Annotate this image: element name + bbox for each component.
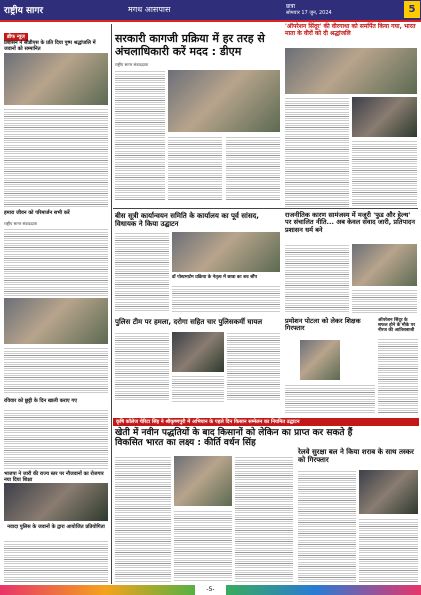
edition-city: छत्रा (286, 3, 296, 10)
sunday-headline: रविवार को छुट्टी के दिन खाली कराए गए (4, 398, 77, 404)
section-rule (113, 208, 418, 209)
right-small-body (378, 338, 418, 414)
column-rule (111, 24, 112, 584)
lead-photo (168, 70, 280, 132)
police-photo (172, 332, 224, 372)
police-body-1 (115, 332, 169, 402)
section-title: मगध आसपास (128, 5, 171, 14)
brief-news-bar: ब्रीफ न्यूज (4, 33, 28, 41)
middle-small-headline: डॉ पोस्टमार्टम प्रक्रिया के नेतृत्व में छात्रा का शव सौंप (172, 275, 258, 280)
farm-body-3 (235, 456, 293, 582)
right-small-headline: ऑपरेशन सिंदूर के सफल होने के मौके पर नीरज की आतिशबाजी (378, 318, 416, 334)
top-right-body-2 (352, 140, 417, 207)
left-bottom-headline: नवादा पुलिस के जवानों के द्वारा आयोजित प्रतियोगिता (7, 524, 105, 530)
lead-body-2 (168, 136, 222, 200)
footer-page-number: -5- (195, 585, 226, 595)
sunday-body (4, 409, 108, 469)
masthead (0, 0, 421, 22)
right-mid-photo (352, 244, 417, 286)
mid-photo (172, 232, 280, 272)
pm-body (285, 384, 375, 414)
left-lower-photo (4, 483, 108, 521)
right-mid-headline: राजनीतिक कारण सामंजस्य में मजूरी 'फुड और हेल्थ' पर संचालित नीति... अब केवल संवाद जारी, प्रतिपादन प्रशासन धर्म बने (285, 211, 415, 234)
mid-body-1 (115, 232, 169, 312)
left-mid-headline: हमारा जीवन को परिमार्जन सभी करें (4, 210, 70, 216)
left-mid-body (4, 228, 108, 296)
pm-photo (300, 340, 340, 380)
left-top-body (4, 108, 108, 208)
left-top-photo (4, 53, 108, 105)
lead-headline: सरकारी कागजी प्रक्रिया में हर तरह से अंचलाधिकारी करें मदद : डीएम (115, 32, 265, 58)
top-right-photo-2 (352, 97, 417, 137)
top-right-headline: 'ऑपरेशन सिंदूर' की वीरगाथा को समर्पित किया गया, भारत माता के वीरों को दी श्रद्धांजलि (285, 23, 416, 37)
farm-body-1 (115, 456, 171, 582)
lead-byline: राष्ट्रीय सागर संवाददाता (115, 62, 149, 67)
edition-date: सोमवार 17 जुन, 2024 (286, 10, 332, 16)
top-right-photo (285, 48, 417, 94)
page-number: 5 (404, 1, 420, 18)
farm-photo-1 (174, 456, 232, 506)
left-top-headline: प्रशासन ने सीडीएस के प्रति दिया पुष्प श्रद्धांजलि में जवानों को सम्मानित (4, 40, 96, 52)
left-mid-byline: राष्ट्रीय सागर संवाददाता (4, 221, 38, 226)
farm-body-2 (174, 510, 232, 582)
rail-body-2 (359, 518, 418, 582)
mid-body-2 (172, 285, 280, 313)
police-headline: पुलिस टीम पर हमला, दरोगा सहित चार पुलिसकर्मी घायल (115, 318, 263, 326)
lead-body-1 (115, 70, 165, 200)
left-lower-headline: भाजपा ने जारी की राज्य स्तर पर नौजवानों का रोजगार नया दिया शिक्षा (4, 471, 104, 483)
pm-headline: प्रमोशन पोटला को लेकर शिक्षक गिरफ्तार (285, 317, 361, 333)
farm-bar: कृषि कॉलेज चेरिटा सिंह ने श्रीकृष्णपुरी में अभियान के पहले दिन किसान सम्मेलन का नियमित उद्घाटन (113, 418, 419, 426)
right-mid-body-1 (285, 244, 349, 314)
police-body-2 (172, 375, 224, 402)
mid-headline: बीस सूत्री कार्यान्वयन समिति के कार्यालय का पूर्व सांसद, विधायक ने किया उद्घाटन (115, 212, 259, 229)
top-right-body-1 (285, 97, 349, 207)
left-mid-photo (4, 298, 108, 344)
rail-body-1 (298, 470, 356, 582)
rail-photo (359, 470, 418, 514)
farm-headline: खेती में नवीन पद्धतियों के बाद किसानों को लेकिन का प्राप्त कर सकते हैं विकसित भारत का लक्ष्य : कीर्ति वर्धन सिंह (115, 428, 353, 449)
brand-name: राष्ट्रीय सागर (4, 6, 44, 16)
rail-headline: रेलवे सुरक्षा बल ने किया शराब के साथ तस्कर को गिरफ्तार (298, 448, 414, 465)
left-bottom-body (4, 540, 108, 582)
police-body-3 (227, 332, 280, 402)
left-mid-body-2 (4, 347, 108, 395)
lead-body-3 (226, 136, 280, 200)
right-mid-body-2 (352, 289, 417, 314)
